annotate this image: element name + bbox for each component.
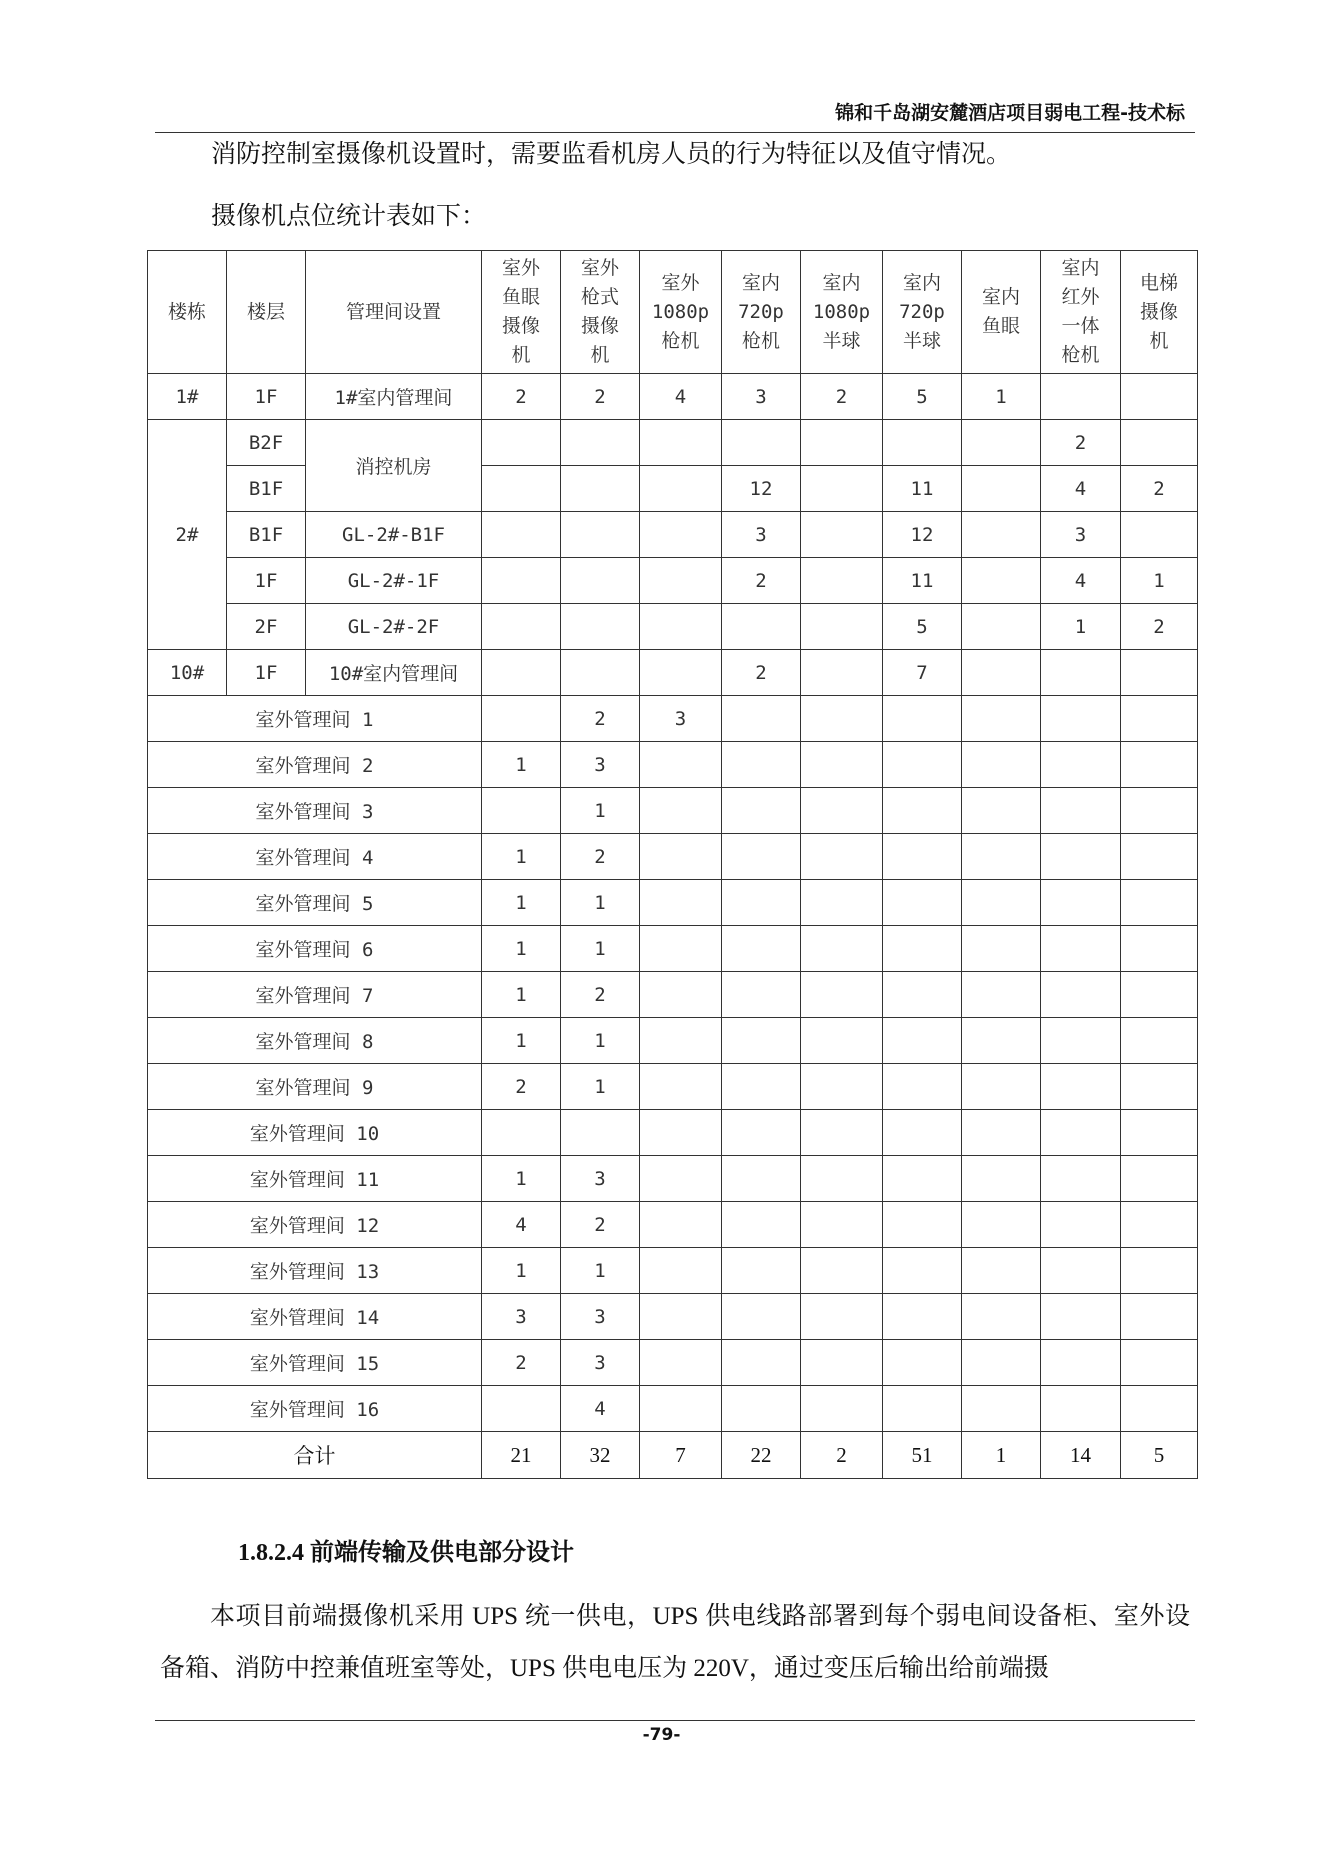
value-cell xyxy=(640,1110,722,1156)
value-cell xyxy=(640,604,722,650)
value-cell xyxy=(801,604,883,650)
value-cell xyxy=(801,1018,883,1064)
value-cell: 5 xyxy=(883,604,962,650)
value-cell: 2 xyxy=(561,374,640,420)
total-value-cell: 1 xyxy=(962,1432,1041,1479)
value-cell xyxy=(801,650,883,696)
room-cell: 室外管理间 14 xyxy=(148,1294,482,1340)
value-cell xyxy=(1121,1386,1198,1432)
value-cell xyxy=(1121,1110,1198,1156)
value-cell xyxy=(561,466,640,512)
value-cell xyxy=(561,512,640,558)
room-cell: 室外管理间 9 xyxy=(148,1064,482,1110)
value-cell xyxy=(640,466,722,512)
value-cell xyxy=(561,1110,640,1156)
table-row xyxy=(148,1294,1198,1340)
value-cell xyxy=(962,1018,1041,1064)
room-cell: 室外管理间 7 xyxy=(148,972,482,1018)
column-header: 室内 1080p 半球 xyxy=(801,251,883,374)
value-cell xyxy=(801,880,883,926)
value-cell xyxy=(640,1064,722,1110)
value-cell: 2 xyxy=(561,1202,640,1248)
room-cell: 1#室内管理间 xyxy=(306,374,482,420)
value-cell xyxy=(1121,1156,1198,1202)
floor-cell: 1F xyxy=(227,374,306,420)
section-body: 本项目前端摄像机采用 UPS 统一供电，UPS 供电线路部署到每个弱电间设备柜、室外设备箱、消防中控兼值班室等处，UPS 供电电压为 220V，通过变压后输出给前端摄 xyxy=(160,1603,1190,1682)
table-row xyxy=(148,512,1198,558)
value-cell xyxy=(801,1248,883,1294)
value-cell xyxy=(962,926,1041,972)
value-cell xyxy=(801,1202,883,1248)
value-cell xyxy=(561,420,640,466)
page-footer-rule xyxy=(155,1720,1195,1721)
value-cell xyxy=(962,1064,1041,1110)
value-cell xyxy=(1041,1064,1121,1110)
room-cell: 室外管理间 16 xyxy=(148,1386,482,1432)
value-cell xyxy=(561,604,640,650)
page-number: -79- xyxy=(642,1725,681,1745)
value-cell xyxy=(962,742,1041,788)
value-cell: 1 xyxy=(561,926,640,972)
table-row xyxy=(148,1064,1198,1110)
value-cell xyxy=(722,834,801,880)
value-cell xyxy=(962,1248,1041,1294)
value-cell: 3 xyxy=(561,742,640,788)
total-value-cell: 7 xyxy=(640,1432,722,1479)
column-header: 电梯 摄像 机 xyxy=(1121,251,1198,374)
value-cell xyxy=(801,558,883,604)
value-cell xyxy=(801,1386,883,1432)
intro-paragraph: 消防控制室摄像机设置时，需要监看机房人员的行为特征以及值守情况。 xyxy=(211,139,1012,168)
room-cell: 室外管理间 4 xyxy=(148,834,482,880)
room-cell: 室外管理间 6 xyxy=(148,926,482,972)
value-cell xyxy=(1041,834,1121,880)
value-cell: 1 xyxy=(1041,604,1121,650)
column-header: 室外 1080p 枪机 xyxy=(640,251,722,374)
room-cell: 室外管理间 13 xyxy=(148,1248,482,1294)
value-cell: 2 xyxy=(801,374,883,420)
room-cell: 室外管理间 10 xyxy=(148,1110,482,1156)
value-cell xyxy=(722,972,801,1018)
value-cell: 11 xyxy=(883,466,962,512)
floor-cell: B1F xyxy=(227,512,306,558)
floor-cell: 2F xyxy=(227,604,306,650)
value-cell xyxy=(883,696,962,742)
value-cell: 3 xyxy=(482,1294,561,1340)
value-cell: 11 xyxy=(883,558,962,604)
table-row xyxy=(148,972,1198,1018)
value-cell xyxy=(640,650,722,696)
table-row xyxy=(148,558,1198,604)
table-row xyxy=(148,650,1198,696)
value-cell xyxy=(722,926,801,972)
value-cell: 1 xyxy=(561,1248,640,1294)
value-cell: 4 xyxy=(1041,558,1121,604)
value-cell xyxy=(1121,834,1198,880)
value-cell xyxy=(801,1156,883,1202)
value-cell: 1 xyxy=(561,788,640,834)
value-cell xyxy=(962,1202,1041,1248)
value-cell xyxy=(1041,1156,1121,1202)
value-cell: 3 xyxy=(1041,512,1121,558)
room-cell: 消控机房 xyxy=(306,420,482,512)
value-cell: 12 xyxy=(883,512,962,558)
table-row xyxy=(148,604,1198,650)
column-header: 室外 枪式 摄像 机 xyxy=(561,251,640,374)
column-header: 管理间设置 xyxy=(306,251,482,374)
value-cell xyxy=(1041,742,1121,788)
value-cell xyxy=(801,1340,883,1386)
value-cell: 2 xyxy=(482,374,561,420)
value-cell xyxy=(1121,1248,1198,1294)
value-cell xyxy=(801,788,883,834)
floor-cell: 1F xyxy=(227,650,306,696)
value-cell xyxy=(801,1110,883,1156)
value-cell xyxy=(962,1386,1041,1432)
total-value-cell: 14 xyxy=(1041,1432,1121,1479)
value-cell xyxy=(801,512,883,558)
value-cell xyxy=(962,420,1041,466)
value-cell xyxy=(722,880,801,926)
value-cell xyxy=(962,880,1041,926)
value-cell xyxy=(962,466,1041,512)
value-cell xyxy=(482,1110,561,1156)
value-cell: 2 xyxy=(1121,466,1198,512)
value-cell: 2 xyxy=(482,1064,561,1110)
value-cell xyxy=(561,558,640,604)
value-cell xyxy=(962,1294,1041,1340)
total-value-cell: 2 xyxy=(801,1432,883,1479)
value-cell xyxy=(482,1386,561,1432)
table-row xyxy=(148,926,1198,972)
value-cell xyxy=(801,742,883,788)
value-cell xyxy=(1041,1018,1121,1064)
table-row xyxy=(148,1110,1198,1156)
value-cell xyxy=(561,650,640,696)
value-cell xyxy=(801,1294,883,1340)
value-cell xyxy=(883,420,962,466)
value-cell xyxy=(482,788,561,834)
value-cell xyxy=(722,1156,801,1202)
value-cell xyxy=(801,834,883,880)
value-cell xyxy=(962,1340,1041,1386)
value-cell xyxy=(722,1018,801,1064)
value-cell xyxy=(883,972,962,1018)
value-cell xyxy=(722,604,801,650)
total-value-cell: 32 xyxy=(561,1432,640,1479)
value-cell xyxy=(640,1202,722,1248)
value-cell xyxy=(962,834,1041,880)
value-cell xyxy=(1041,1248,1121,1294)
value-cell xyxy=(1041,374,1121,420)
value-cell xyxy=(883,788,962,834)
room-cell: 室外管理间 12 xyxy=(148,1202,482,1248)
value-cell xyxy=(1121,880,1198,926)
value-cell xyxy=(1041,880,1121,926)
value-cell: 3 xyxy=(561,1156,640,1202)
value-cell xyxy=(1121,1064,1198,1110)
value-cell xyxy=(1041,696,1121,742)
value-cell: 1 xyxy=(482,880,561,926)
table-row xyxy=(148,374,1198,420)
value-cell: 3 xyxy=(640,696,722,742)
value-cell xyxy=(883,1294,962,1340)
value-cell xyxy=(1041,1110,1121,1156)
building-cell: 2# xyxy=(148,420,227,650)
value-cell xyxy=(883,1156,962,1202)
value-cell: 2 xyxy=(561,972,640,1018)
value-cell xyxy=(482,696,561,742)
value-cell xyxy=(722,1202,801,1248)
value-cell: 12 xyxy=(722,466,801,512)
value-cell xyxy=(640,834,722,880)
value-cell xyxy=(1041,1340,1121,1386)
room-cell: 室外管理间 3 xyxy=(148,788,482,834)
table-row xyxy=(148,788,1198,834)
value-cell xyxy=(962,512,1041,558)
room-cell: 室外管理间 1 xyxy=(148,696,482,742)
value-cell xyxy=(722,742,801,788)
value-cell xyxy=(1041,1386,1121,1432)
value-cell xyxy=(1121,420,1198,466)
value-cell xyxy=(722,788,801,834)
value-cell xyxy=(883,834,962,880)
value-cell xyxy=(640,1294,722,1340)
value-cell: 4 xyxy=(482,1202,561,1248)
value-cell xyxy=(801,926,883,972)
value-cell: 2 xyxy=(561,696,640,742)
value-cell xyxy=(640,1018,722,1064)
value-cell xyxy=(1121,374,1198,420)
column-header: 室内 720p 半球 xyxy=(883,251,962,374)
value-cell xyxy=(722,420,801,466)
table-row xyxy=(148,696,1198,742)
value-cell: 3 xyxy=(722,374,801,420)
room-cell: GL-2#-B1F xyxy=(306,512,482,558)
value-cell xyxy=(640,788,722,834)
value-cell: 3 xyxy=(561,1340,640,1386)
value-cell: 2 xyxy=(722,650,801,696)
value-cell: 4 xyxy=(1041,466,1121,512)
column-header: 室内 红外 一体 枪机 xyxy=(1041,251,1121,374)
value-cell xyxy=(883,880,962,926)
value-cell: 1 xyxy=(482,1018,561,1064)
column-header: 楼栋 xyxy=(148,251,227,374)
table-header-row xyxy=(148,251,1198,374)
value-cell xyxy=(482,558,561,604)
table-row xyxy=(148,420,1198,466)
table-row xyxy=(148,1156,1198,1202)
value-cell xyxy=(801,696,883,742)
value-cell xyxy=(1121,742,1198,788)
value-cell xyxy=(722,1386,801,1432)
value-cell: 2 xyxy=(482,1340,561,1386)
value-cell xyxy=(1121,788,1198,834)
table-row xyxy=(148,1386,1198,1432)
value-cell xyxy=(722,696,801,742)
value-cell: 2 xyxy=(1121,604,1198,650)
value-cell: 2 xyxy=(722,558,801,604)
table-row xyxy=(148,1340,1198,1386)
room-cell: 室外管理间 2 xyxy=(148,742,482,788)
value-cell xyxy=(640,926,722,972)
value-cell xyxy=(883,1340,962,1386)
room-cell: 10#室内管理间 xyxy=(306,650,482,696)
room-cell: GL-2#-1F xyxy=(306,558,482,604)
value-cell xyxy=(1121,1202,1198,1248)
total-row xyxy=(148,1432,1198,1479)
value-cell xyxy=(801,420,883,466)
value-cell xyxy=(1041,788,1121,834)
floor-cell: B1F xyxy=(227,466,306,512)
value-cell xyxy=(883,1018,962,1064)
value-cell xyxy=(1041,926,1121,972)
value-cell: 1 xyxy=(482,1248,561,1294)
table-row xyxy=(148,880,1198,926)
value-cell xyxy=(801,1064,883,1110)
value-cell: 1 xyxy=(482,972,561,1018)
table-row xyxy=(148,1202,1198,1248)
value-cell xyxy=(801,466,883,512)
table-row xyxy=(148,834,1198,880)
value-cell: 5 xyxy=(883,374,962,420)
value-cell xyxy=(1121,1018,1198,1064)
value-cell: 7 xyxy=(883,650,962,696)
value-cell xyxy=(640,1340,722,1386)
room-cell: 室外管理间 11 xyxy=(148,1156,482,1202)
value-cell xyxy=(640,512,722,558)
value-cell xyxy=(801,972,883,1018)
value-cell xyxy=(1121,512,1198,558)
value-cell xyxy=(640,880,722,926)
value-cell xyxy=(1121,1294,1198,1340)
value-cell: 4 xyxy=(561,1386,640,1432)
value-cell: 4 xyxy=(640,374,722,420)
value-cell: 1 xyxy=(482,834,561,880)
value-cell: 1 xyxy=(962,374,1041,420)
page-header xyxy=(155,92,1195,133)
value-cell xyxy=(962,1156,1041,1202)
value-cell xyxy=(883,1064,962,1110)
value-cell: 3 xyxy=(561,1294,640,1340)
value-cell xyxy=(640,420,722,466)
value-cell xyxy=(722,1340,801,1386)
value-cell xyxy=(883,1248,962,1294)
room-cell: 室外管理间 5 xyxy=(148,880,482,926)
room-cell: 室外管理间 8 xyxy=(148,1018,482,1064)
value-cell xyxy=(883,742,962,788)
value-cell: 2 xyxy=(1041,420,1121,466)
total-value-cell: 21 xyxy=(482,1432,561,1479)
value-cell xyxy=(640,1156,722,1202)
table-row xyxy=(148,742,1198,788)
total-value-cell: 5 xyxy=(1121,1432,1198,1479)
total-label-cell: 合计 xyxy=(148,1432,482,1479)
total-value-cell: 22 xyxy=(722,1432,801,1479)
value-cell: 1 xyxy=(561,1064,640,1110)
value-cell xyxy=(640,742,722,788)
column-header: 室内 鱼眼 xyxy=(962,251,1041,374)
value-cell xyxy=(1041,650,1121,696)
camera-statistics-table xyxy=(147,250,1198,1479)
floor-cell: 1F xyxy=(227,558,306,604)
value-cell xyxy=(722,1294,801,1340)
value-cell xyxy=(883,1386,962,1432)
building-cell: 10# xyxy=(148,650,227,696)
value-cell xyxy=(1041,1294,1121,1340)
value-cell xyxy=(482,466,561,512)
value-cell xyxy=(962,1110,1041,1156)
value-cell xyxy=(482,604,561,650)
section-heading: 1.8.2.4 前端传输及供电部分设计 xyxy=(238,1540,574,1566)
value-cell xyxy=(722,1064,801,1110)
value-cell xyxy=(482,512,561,558)
value-cell: 1 xyxy=(1121,558,1198,604)
value-cell xyxy=(962,696,1041,742)
column-header: 室外 鱼眼 摄像 机 xyxy=(482,251,561,374)
table-caption: 摄像机点位统计表如下： xyxy=(211,201,487,230)
value-cell: 1 xyxy=(482,742,561,788)
room-cell: GL-2#-2F xyxy=(306,604,482,650)
value-cell: 1 xyxy=(482,926,561,972)
value-cell: 1 xyxy=(482,1156,561,1202)
value-cell xyxy=(1121,972,1198,1018)
value-cell xyxy=(640,1386,722,1432)
total-value-cell: 51 xyxy=(883,1432,962,1479)
value-cell xyxy=(722,1248,801,1294)
value-cell xyxy=(482,650,561,696)
value-cell: 1 xyxy=(561,1018,640,1064)
value-cell xyxy=(640,1248,722,1294)
document-title: 锦和千岛湖安麓酒店项目弱电工程-技术标 xyxy=(835,102,1185,124)
value-cell xyxy=(722,1110,801,1156)
value-cell xyxy=(962,972,1041,1018)
value-cell xyxy=(962,788,1041,834)
value-cell xyxy=(482,420,561,466)
table-row xyxy=(148,1018,1198,1064)
value-cell xyxy=(1121,926,1198,972)
table-row xyxy=(148,466,1198,512)
column-header: 室内 720p 枪机 xyxy=(722,251,801,374)
floor-cell: B2F xyxy=(227,420,306,466)
value-cell xyxy=(883,1110,962,1156)
value-cell xyxy=(1121,696,1198,742)
value-cell xyxy=(962,558,1041,604)
room-cell: 室外管理间 15 xyxy=(148,1340,482,1386)
table-row xyxy=(148,1248,1198,1294)
value-cell xyxy=(883,1202,962,1248)
value-cell xyxy=(1041,972,1121,1018)
value-cell xyxy=(962,650,1041,696)
value-cell xyxy=(883,926,962,972)
column-header: 楼层 xyxy=(227,251,306,374)
value-cell: 1 xyxy=(561,880,640,926)
value-cell xyxy=(640,558,722,604)
value-cell: 2 xyxy=(561,834,640,880)
building-cell: 1# xyxy=(148,374,227,420)
value-cell xyxy=(1121,1340,1198,1386)
value-cell xyxy=(962,604,1041,650)
value-cell xyxy=(1121,650,1198,696)
value-cell: 3 xyxy=(722,512,801,558)
value-cell xyxy=(640,972,722,1018)
value-cell xyxy=(1041,1202,1121,1248)
